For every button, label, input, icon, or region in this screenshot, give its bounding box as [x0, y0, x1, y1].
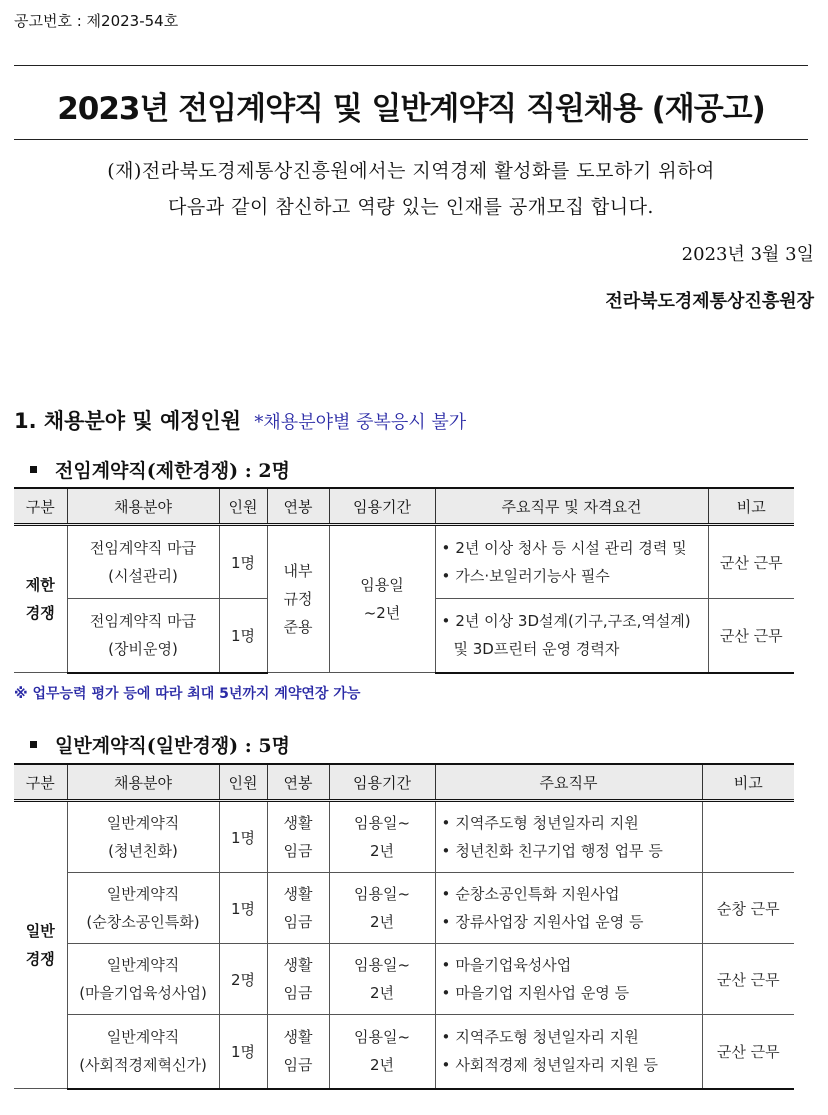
- subheading-text: 일반계약직(일반경쟁) : 5명: [55, 735, 290, 757]
- count-cell: 1명: [219, 1015, 267, 1089]
- note-cell: [702, 801, 794, 873]
- duties-cell: • 순창소공인특화 지원사업 • 장류사업장 지원사업 운영 등: [435, 873, 702, 944]
- col-header: 연봉: [267, 488, 329, 525]
- col-header: 주요직무 및 자격요건: [435, 488, 708, 525]
- section-title: 1. 채용분야 및 예정인원: [14, 409, 242, 433]
- notice-number: 공고번호 : 제2023-54호: [14, 12, 179, 30]
- col-header: 채용분야: [67, 764, 219, 801]
- general-recruit-table: [14, 763, 794, 1090]
- note-cell: 군산 근무: [708, 599, 794, 673]
- subheading-general: [30, 731, 290, 758]
- group-cell: 일반 경쟁: [14, 801, 67, 1089]
- duties-cell: • 지역주도형 청년일자리 지원 • 사회적경제 청년일자리 지원 등: [435, 1015, 702, 1089]
- table-row: [14, 801, 794, 873]
- field-cell: 일반계약직 (사회적경제혁신가): [67, 1015, 219, 1089]
- count-cell: 1명: [219, 873, 267, 944]
- title-top-rule: [14, 65, 808, 66]
- duties-cell: • 2년 이상 청사 등 시설 관리 경력 및 • 가스·보일러기능사 필수: [435, 525, 708, 599]
- period-cell: 임용일~ 2년: [329, 944, 435, 1015]
- col-header: 인원: [219, 764, 267, 801]
- group-cell: 제한 경쟁: [14, 525, 67, 673]
- col-header: 인원: [219, 488, 267, 525]
- table-header-row: [14, 764, 794, 801]
- col-header: 구분: [14, 764, 67, 801]
- field-cell: 일반계약직 (청년친화): [67, 801, 219, 873]
- square-bullet-icon: [30, 741, 37, 748]
- period-cell: 임용일~ 2년: [329, 873, 435, 944]
- field-cell: 일반계약직 (마을기업육성사업): [67, 944, 219, 1015]
- note-cell: 순창 근무: [702, 873, 794, 944]
- col-header: 비고: [702, 764, 794, 801]
- duties-cell: • 2년 이상 3D설계(기구,구조,역설계) 및 3D프린터 운영 경력자: [435, 599, 708, 673]
- col-header: 주요직무: [435, 764, 702, 801]
- col-header: 채용분야: [67, 488, 219, 525]
- period-cell: 임용일~ 2년: [329, 1015, 435, 1089]
- note-cell: 군산 근무: [702, 1015, 794, 1089]
- salary-cell: 생활 임금: [267, 944, 329, 1015]
- col-header: 비고: [708, 488, 794, 525]
- count-cell: 1명: [219, 801, 267, 873]
- table-row: [14, 525, 794, 599]
- table-row: [14, 1015, 794, 1089]
- table-row: [14, 873, 794, 944]
- period-cell: 임용일~ 2년: [329, 801, 435, 873]
- square-bullet-icon: [30, 466, 37, 473]
- duties-cell: • 마을기업육성사업 • 마을기업 지원사업 운영 등: [435, 944, 702, 1015]
- subheading-limited: [30, 456, 290, 483]
- col-header: 임용기간: [329, 488, 435, 525]
- note-cell: 군산 근무: [702, 944, 794, 1015]
- note-cell: 군산 근무: [708, 525, 794, 599]
- table-header-row: [14, 488, 794, 525]
- field-cell: 일반계약직 (순창소공인특화): [67, 873, 219, 944]
- salary-cell: 생활 임금: [267, 801, 329, 873]
- subheading-text: 전임계약직(제한경쟁) : 2명: [55, 460, 290, 482]
- signer: 전라북도경제통상진흥원장: [605, 291, 814, 312]
- intro-line: (재)전라북도경제통상진흥원에서는 지역경제 활성화를 도모하기 위하여: [107, 160, 715, 182]
- field-cell: 전임계약직 마급 (장비운영): [67, 599, 219, 673]
- count-cell: 1명: [219, 599, 267, 673]
- page-title: 2023년 전임계약직 및 일반계약직 직원채용 (재공고): [57, 91, 765, 127]
- col-header: 연봉: [267, 764, 329, 801]
- intro-paragraph: [14, 153, 808, 225]
- notice-date: 2023년 3월 3일: [681, 244, 814, 265]
- salary-cell: 내부 규정 준용: [267, 525, 329, 673]
- salary-cell: 생활 임금: [267, 873, 329, 944]
- col-header: 구분: [14, 488, 67, 525]
- salary-cell: 생활 임금: [267, 1015, 329, 1089]
- contract-extension-note: ※ 업무능력 평가 등에 따라 최대 5년까지 계약연장 가능: [14, 686, 361, 702]
- limited-recruit-table: [14, 487, 794, 674]
- count-cell: 1명: [219, 525, 267, 599]
- intro-line: 다음과 같이 참신하고 역량 있는 인재를 공개모집 합니다.: [168, 196, 654, 218]
- table-row: [14, 944, 794, 1015]
- section-note: *채용분야별 중복응시 불가: [254, 412, 467, 433]
- col-header: 임용기간: [329, 764, 435, 801]
- section-heading: [14, 405, 466, 435]
- period-cell: 임용일 ~2년: [329, 525, 435, 673]
- field-cell: 전임계약직 마급 (시설관리): [67, 525, 219, 599]
- count-cell: 2명: [219, 944, 267, 1015]
- duties-cell: • 지역주도형 청년일자리 지원 • 청년친화 친구기업 행정 업무 등: [435, 801, 702, 873]
- title-bottom-rule: [14, 139, 808, 140]
